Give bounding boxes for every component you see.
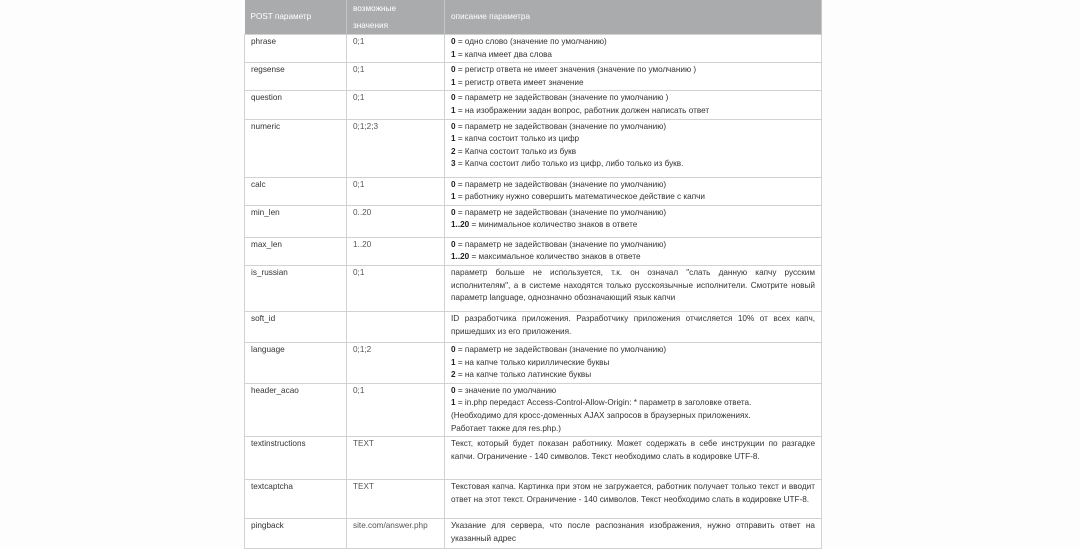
param-values [347, 311, 445, 342]
param-name: pingback [245, 519, 347, 549]
param-description [445, 237, 822, 265]
param-name: language [245, 342, 347, 383]
value-text: (Необходимо для кросс-доменных AJAX запросов в браузерных приложениях. [451, 410, 751, 420]
param-description [445, 480, 822, 519]
param-name: regsense [245, 63, 347, 91]
value-key: 1 [451, 134, 456, 144]
table-row [245, 63, 822, 91]
value-key: 0 [451, 385, 456, 395]
description-line [451, 105, 815, 118]
param-values: 0..20 [347, 205, 445, 237]
value-text: = регистр ответа имеет значение [455, 77, 584, 87]
value-key: 1..20 [451, 252, 470, 262]
description-line [451, 49, 815, 62]
header-row [245, 0, 822, 35]
param-description [445, 311, 822, 342]
param-description [445, 35, 822, 63]
parameters-table-container [244, 0, 821, 543]
value-key: 1 [451, 105, 456, 115]
value-key: 1..20 [451, 220, 470, 230]
description-line [451, 410, 815, 423]
param-name: textcaptcha [245, 480, 347, 519]
value-key: 0 [451, 239, 456, 249]
value-text: = на капче только кириллические буквы [455, 357, 610, 367]
value-text: = минимальное количество знаков в ответе [469, 220, 638, 230]
value-text: = in.php передаст Access-Control-Allow-Origin: * параметр в заголовке ответа. [455, 398, 752, 408]
value-key: 0 [451, 37, 456, 46]
value-text: = работнику нужно совершить математическое действие с капчи [455, 192, 705, 202]
value-key: 0 [451, 93, 456, 103]
param-name: is_russian [245, 265, 347, 311]
description-line [451, 344, 815, 357]
table-row [245, 265, 822, 311]
table-row [245, 480, 822, 519]
value-text: = параметр не задействован (значение по умолчанию ) [455, 93, 669, 103]
value-key: 2 [451, 146, 456, 156]
description-line [451, 146, 815, 159]
param-description [445, 205, 822, 237]
value-key: 0 [451, 179, 456, 189]
description-line [451, 369, 815, 382]
value-text: = регистр ответа не имеет значения (значение по умолчанию ) [455, 65, 697, 75]
header-values [347, 0, 445, 35]
description-text: ID разработчика приложения. Разработчику приложения отчисляется 10% от всех капч, пришедших из его приложения. [451, 313, 815, 336]
value-text: = на капче только латинские буквы [455, 370, 592, 380]
value-text: = параметр не задействован (значение по умолчанию) [455, 179, 667, 189]
table-row [245, 119, 822, 177]
description-line [451, 158, 815, 171]
description-line [451, 77, 815, 90]
value-text: = Капча состоит либо только из цифр, либо только из букв. [455, 159, 684, 169]
header-param: POST параметр [245, 0, 347, 35]
description-line [451, 133, 815, 146]
param-name: numeric [245, 119, 347, 177]
param-description [445, 519, 822, 549]
value-key: 3 [451, 159, 456, 169]
header-values-line2: значения [353, 21, 388, 30]
param-name: question [245, 91, 347, 119]
value-key: 1 [451, 77, 456, 87]
param-name: calc [245, 177, 347, 205]
table-row [245, 342, 822, 383]
description-line [451, 36, 815, 49]
value-text: = максимальное количество знаков в ответе [469, 252, 641, 262]
value-text: = значение по умолчанию [455, 385, 557, 395]
header-desc: описание параметра [445, 0, 822, 35]
param-description [445, 119, 822, 177]
param-description [445, 177, 822, 205]
value-text: Работает также для res.php.) [451, 423, 561, 433]
description-line [451, 239, 815, 252]
param-description [445, 437, 822, 480]
post-parameters-table [244, 0, 822, 549]
param-values: TEXT [347, 437, 445, 480]
param-name: min_len [245, 205, 347, 237]
param-name: phrase [245, 35, 347, 63]
value-text: = капча состоит только из цифр [455, 134, 580, 144]
table-row [245, 35, 822, 63]
param-values: TEXT [347, 480, 445, 519]
param-description [445, 91, 822, 119]
value-text: = на изображении задан вопрос, работник должен написать ответ [455, 105, 710, 115]
param-values: 0;1 [347, 63, 445, 91]
value-key: 0 [451, 344, 456, 354]
value-key: 0 [451, 207, 456, 217]
description-text: Текстовая капча. Картинка при этом не загружается, работник получает только текст и вводит ответ на этот текст. Ограничение - 140 символов. Текст необходимо слать в кодировке UTF-8. [451, 482, 815, 504]
value-text: = параметр не задействован (значение по умолчанию) [455, 207, 667, 217]
description-line [451, 207, 815, 220]
param-description [445, 342, 822, 383]
description-line [451, 92, 815, 105]
param-name: max_len [245, 237, 347, 265]
header-values-line1: возможные [353, 4, 396, 13]
table-row [245, 383, 822, 436]
value-text: = капча имеет два слова [455, 49, 552, 59]
description-line [451, 64, 815, 77]
description-text: параметр больше не используется, т.к. он означал "слать данную капчу русским исполнителям", а в системе находятся только русскоязычные исполнители. Смотрите новый параметр language, однозначно обозначающий язык капчи [451, 267, 815, 303]
value-key: 1 [451, 49, 456, 59]
param-values: 0;1 [347, 177, 445, 205]
param-values: site.com/answer.php [347, 519, 445, 549]
param-name: header_acao [245, 383, 347, 436]
value-key: 1 [451, 398, 456, 408]
table-row [245, 205, 822, 237]
table-row [245, 177, 822, 205]
param-description [445, 265, 822, 311]
value-key: 2 [451, 370, 456, 380]
description-line [451, 121, 815, 134]
value-key: 1 [451, 357, 456, 367]
value-key: 0 [451, 121, 456, 131]
param-values: 0;1;2;3 [347, 119, 445, 177]
param-name: soft_id [245, 311, 347, 342]
description-line [451, 357, 815, 370]
description-text: Текст, который будет показан работнику. Может содержать в себе инструкции по разгадке капчи. Ограничение - 140 символов. Текст необходимо слать в кодировке UTF-8. [451, 439, 815, 461]
table-row [245, 311, 822, 342]
table-row [245, 519, 822, 549]
param-values: 0;1 [347, 35, 445, 63]
table-row [245, 91, 822, 119]
value-key: 0 [451, 65, 456, 75]
description-line [451, 219, 815, 232]
table-body [245, 35, 822, 549]
value-text: = Капча состоит только из букв [455, 146, 577, 156]
param-values: 0;1 [347, 265, 445, 311]
value-text: = параметр не задействован (значение по умолчанию) [455, 344, 667, 354]
table-header [245, 0, 822, 35]
table-row [245, 237, 822, 265]
description-line [451, 191, 815, 204]
description-line [451, 179, 815, 192]
description-line [451, 423, 815, 436]
param-values: 0;1;2 [347, 342, 445, 383]
description-line [451, 251, 815, 264]
param-values: 0;1 [347, 383, 445, 436]
description-line [451, 385, 815, 398]
description-line [451, 397, 815, 410]
table-row [245, 437, 822, 480]
value-text: = параметр не задействован (значение по умолчанию) [455, 121, 667, 131]
value-text: = параметр не задействован (значение по умолчанию) [455, 239, 667, 249]
value-text: = одно слово (значение по умолчанию) [455, 37, 607, 46]
value-key: 1 [451, 192, 456, 202]
param-name: textinstructions [245, 437, 347, 480]
description-text: Указание для сервера, что после распознания изображения, нужно отправить ответ на указанный адрес [451, 521, 815, 543]
param-description [445, 383, 822, 436]
param-values: 0;1 [347, 91, 445, 119]
param-values: 1..20 [347, 237, 445, 265]
param-description [445, 63, 822, 91]
